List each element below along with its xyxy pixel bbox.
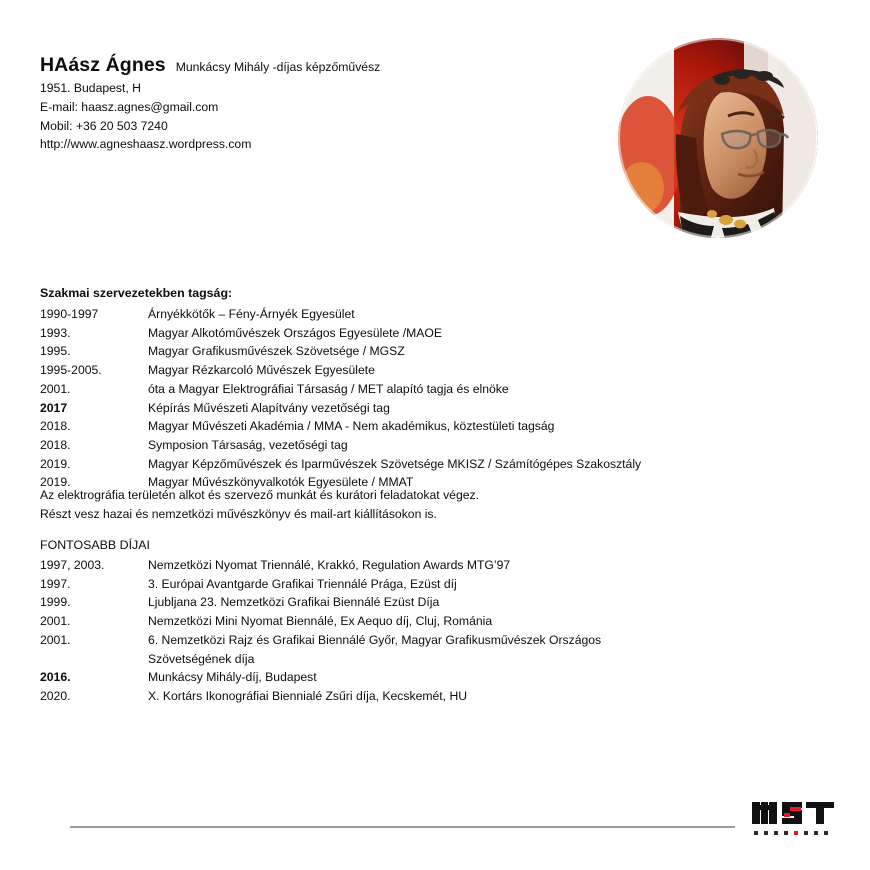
membership-date: 2018. — [40, 437, 71, 452]
contact-block — [40, 79, 600, 153]
award-date: 1997. — [40, 576, 71, 591]
award-date: 1997, 2003. — [40, 558, 105, 572]
contact-line-email: E-mail: haasz.agnes@gmail.com — [40, 100, 219, 115]
membership-entry — [40, 305, 840, 324]
award-text: 6. Nemzetközi Rajz és Grafikai Biennálé Győr, Magyar Grafikusművészek Országos — [148, 632, 602, 647]
award-entry — [40, 687, 840, 706]
membership-date: 2018. — [40, 419, 71, 434]
memberships-list — [40, 305, 840, 492]
award-date: 2016. — [40, 670, 71, 685]
met-logo-mark — [748, 796, 838, 840]
membership-entry — [40, 399, 840, 418]
membership-date: 1993. — [40, 325, 71, 340]
membership-entry — [40, 342, 840, 361]
membership-entry — [40, 361, 840, 380]
membership-text: Árnyékkötők – Fény-Árnyék Egyesület — [148, 307, 355, 321]
membership-entry — [40, 455, 840, 474]
membership-entry — [40, 436, 840, 455]
award-date: 2020. — [40, 688, 71, 703]
membership-entry — [40, 380, 840, 399]
membership-date: 1990-1997 — [40, 307, 99, 321]
artist-subtitle: Munkácsy Mihály -díjas képzőművész — [175, 60, 381, 74]
membership-text: Magyar Rézkarcoló Művészek Egyesülete — [148, 363, 375, 378]
award-entry — [40, 612, 840, 631]
footer-divider — [70, 826, 735, 828]
award-entry — [40, 668, 840, 687]
membership-date: 2017 — [40, 400, 68, 415]
met-logo-wordmark — [752, 802, 834, 824]
contact-line-website: http://www.agneshaasz.wordpress.com — [40, 137, 252, 152]
membership-text: Magyar Képzőművészek és Iparművészek Szövetsége MKISZ / Számítógépes Szakosztály — [148, 456, 642, 471]
contact-line-mobile: Mobil: +36 20 503 7240 — [40, 118, 168, 133]
membership-text: Képírás Művészeti Alapítvány vezetőségi tag — [148, 400, 390, 415]
membership-date: 2019. — [40, 475, 71, 490]
membership-date: 2019. — [40, 456, 71, 471]
award-text: X. Kortárs Ikonográfiai Biennialé Zsűri díja, Kecskemét, HU — [148, 688, 468, 703]
header-identity-block — [40, 54, 600, 154]
award-entry — [40, 556, 840, 575]
membership-text: Magyar Alkotóművészek Országos Egyesülete /MAOE — [148, 325, 442, 340]
membership-entry — [40, 417, 840, 436]
membership-text: Symposion Társaság, vezetőségi tag — [148, 437, 348, 452]
membership-date: 2001. — [40, 381, 71, 396]
award-text: Ljubljana 23. Nemzetközi Grafikai Biennálé Ezüst Díja — [148, 595, 440, 610]
statement-block — [40, 486, 479, 523]
award-text: Munkácsy Mihály-díj, Budapest — [148, 670, 317, 685]
award-date: 2001. — [40, 614, 71, 629]
award-date: 2001. — [40, 632, 71, 647]
awards-list — [40, 556, 840, 706]
award-text: Nemzetközi Mini Nyomat Biennálé, Ex Aequo díj, Cluj, Románia — [148, 614, 493, 629]
award-text: Szövetségének díja — [148, 651, 255, 666]
award-text: 3. Európai Avantgarde Grafikai Triennálé Prága, Ezüst díj — [148, 576, 457, 591]
award-entry — [40, 593, 840, 612]
membership-entry — [40, 324, 840, 343]
award-text: Nemzetközi Nyomat Triennálé, Krakkó, Regulation Awards MTG’97 — [148, 558, 511, 572]
award-date: 1999. — [40, 595, 71, 610]
membership-text: Magyar Művészeti Akadémia / MMA - Nem akadémikus, köztestületi tagság — [148, 419, 555, 434]
membership-date: 1995. — [40, 344, 71, 359]
membership-text: Magyar Grafikusművészek Szövetsége / MGSZ — [148, 344, 405, 359]
contact-line-birthplace: 1951. Budapest, H — [40, 81, 141, 96]
portrait-photo — [618, 38, 818, 238]
membership-text: Magyar Művészkönyvalkotók Egyesülete / MMAT — [148, 475, 414, 490]
membership-date: 1995-2005. — [40, 363, 102, 378]
statement-line: Az elektrográfia területén alkot és szervező munkát és kurátori feladatokat végez. — [40, 488, 479, 502]
statement-line: Részt vesz hazai és nemzetközi művészkönyv és mail-art kiállításokon is. — [40, 506, 437, 521]
award-entry-continuation — [40, 650, 840, 669]
artist-name: HAász Ágnes — [40, 54, 166, 76]
award-entry — [40, 631, 840, 650]
awards-heading: FONTOSABB DÍJAI — [40, 538, 150, 552]
met-logo-subtext — [754, 831, 828, 835]
membership-text: óta a Magyar Elektrográfiai Társaság / MET alapító tagja és elnöke — [148, 381, 509, 396]
met-galeria-logo — [748, 796, 838, 840]
portrait-illustration — [618, 38, 818, 238]
artist-name-line — [40, 54, 600, 76]
memberships-heading: Szakmai szervezetekben tagság: — [40, 286, 233, 300]
award-entry — [40, 575, 840, 594]
